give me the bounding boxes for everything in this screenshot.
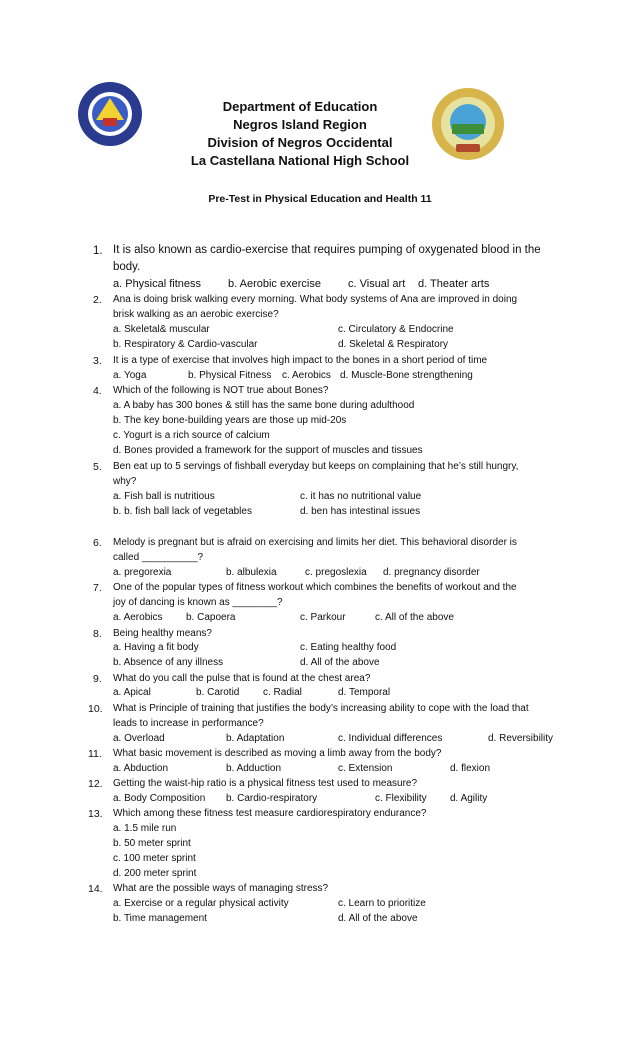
- question-number: 11.: [88, 748, 102, 760]
- question-line: called __________?: [113, 552, 204, 563]
- question-number: 7.: [93, 582, 102, 594]
- question-line: leads to increase in performance?: [113, 718, 264, 729]
- question-text: Being healthy means?: [113, 628, 212, 639]
- option: d. All of the above: [338, 913, 418, 924]
- option: b. Respiratory & Cardio-vascular: [113, 339, 258, 350]
- option: d. 200 meter sprint: [113, 868, 197, 879]
- question-text: It is a type of exercise that involves high impact to the bones in a short period of time: [113, 355, 488, 366]
- option: d. ben has intestinal issues: [300, 506, 421, 517]
- option: b. Adduction: [226, 763, 282, 774]
- question-line: What is Principle of training that justifies the body’s increasing ability to cope with the load that: [113, 703, 529, 714]
- option: d. Skeletal & Respiratory: [338, 339, 449, 350]
- option: c. Learn to prioritize: [338, 898, 426, 909]
- option: c. Individual differences: [338, 733, 443, 744]
- question-number: 8.: [93, 628, 102, 640]
- option: c. Circulatory & Endocrine: [338, 324, 454, 335]
- question-text: [113, 292, 563, 322]
- deped-seal: [76, 80, 144, 148]
- option: b. albulexia: [226, 567, 277, 578]
- option: a. Physical fitness: [113, 278, 202, 290]
- option: a. 1.5 mile run: [113, 823, 177, 834]
- question-number: 9.: [93, 673, 102, 685]
- option: d. All of the above: [300, 657, 380, 668]
- option: a. Aerobics: [113, 612, 163, 623]
- option: a. Body Composition: [113, 793, 206, 804]
- question-line: One of the popular types of fitness workout which combines the benefits of workout and the: [113, 582, 517, 593]
- option: c. Eating healthy food: [300, 642, 397, 653]
- option: b. Capoera: [186, 612, 236, 623]
- option: c. Radial: [263, 687, 302, 698]
- question-line: Ana is doing brisk walking every morning. What body systems of Ana are improved in doing: [113, 294, 518, 305]
- option: b. Carotid: [196, 687, 240, 698]
- question-number: 10.: [88, 703, 103, 715]
- question-number: 2.: [93, 294, 102, 306]
- question-text: [113, 243, 553, 275]
- header-line-2: Negros Island Region: [233, 117, 367, 132]
- option: a. Skeletal& muscular: [113, 324, 210, 335]
- question-line: why?: [113, 476, 137, 487]
- header-line-3: Division of Negros Occidental: [207, 135, 393, 150]
- option: a. pregorexia: [113, 567, 172, 578]
- option: c. 100 meter sprint: [113, 853, 196, 864]
- option: d. Agility: [450, 793, 488, 804]
- question-number: 14.: [88, 883, 103, 895]
- option: a. Fish ball is nutritious: [113, 491, 215, 502]
- option: c. Aerobics: [282, 370, 331, 381]
- option: b. Absence of any illness: [113, 657, 224, 668]
- question-text: Which of the following is NOT true about Bones?: [113, 385, 329, 396]
- header: [150, 99, 450, 169]
- header-line-1: Department of Education: [222, 99, 378, 114]
- question-text: [113, 535, 563, 565]
- option: c. Yogurt is a rich source of calcium: [113, 430, 270, 441]
- option: d. pregnancy disorder: [383, 567, 480, 578]
- option: b. The key bone-building years are those up mid-20s: [113, 415, 347, 426]
- question-text: Getting the waist-hip ratio is a physical fitness test used to measure?: [113, 778, 418, 789]
- question-text: Which among these fitness test measure cardiorespiratory endurance?: [113, 808, 427, 819]
- question-text: What basic movement is described as moving a limb away from the body?: [113, 748, 442, 759]
- question-line: joy of dancing is known as ________?: [113, 597, 283, 608]
- question-number: 4.: [93, 385, 102, 397]
- option: a. A baby has 300 bones & still has the same bone during adulthood: [113, 400, 415, 411]
- option: a. Yoga: [113, 370, 147, 381]
- question-line: brisk walking as an aerobic exercise?: [113, 309, 279, 320]
- option: b. Cardio-respiratory: [226, 793, 318, 804]
- question-line: Ben eat up to 5 servings of fishball everyday but keeps on complaining that he’s still hungry,: [113, 461, 519, 472]
- question-number: 5.: [93, 461, 102, 473]
- option: a. Having a fit body: [113, 642, 199, 653]
- option: b. Physical Fitness: [188, 370, 272, 381]
- option: d. Theater arts: [418, 278, 490, 290]
- question-text: [113, 701, 583, 731]
- option: b. Time management: [113, 913, 207, 924]
- option: d. Reversibility: [488, 733, 554, 744]
- question-number: 13.: [88, 808, 103, 820]
- option: d. Muscle-Bone strengthening: [340, 370, 473, 381]
- option: d. Temporal: [338, 687, 391, 698]
- question-text: What are the possible ways of managing stress?: [113, 883, 329, 894]
- option: a. Apical: [113, 687, 151, 698]
- option: c. Flexibility: [375, 793, 427, 804]
- option: b. Aerobic exercise: [228, 278, 321, 290]
- question-text: [113, 580, 573, 610]
- header-line-4: La Castellana National High School: [190, 153, 410, 168]
- question-line: body.: [113, 261, 141, 273]
- option: d. flexion: [450, 763, 491, 774]
- question-number: 6.: [93, 537, 102, 549]
- question-line: Melody is pregnant but is afraid on exercising and limits her diet. This behavioral disorder is: [113, 537, 517, 548]
- option: b. Adaptation: [226, 733, 285, 744]
- option: c. All of the above: [375, 612, 454, 623]
- option: a. Abduction: [113, 763, 169, 774]
- option: a. Exercise or a regular physical activity: [113, 898, 289, 909]
- question-line: It is also known as cardio-exercise that requires pumping of oxygenated blood in the: [113, 244, 541, 256]
- option: b. 50 meter sprint: [113, 838, 191, 849]
- option: c. Visual art: [348, 278, 406, 290]
- question-number: 3.: [93, 355, 102, 367]
- option: d. Bones provided a framework for the support of muscles and tissues: [113, 445, 423, 456]
- option: a. Overload: [113, 733, 165, 744]
- option: b. b. fish ball lack of vegetables: [113, 506, 252, 517]
- option: c. it has no nutritional value: [300, 491, 422, 502]
- question-number: 1.: [93, 245, 103, 257]
- option: c. Parkour: [300, 612, 346, 623]
- option: c. pregoslexia: [305, 567, 367, 578]
- question-text: What do you call the pulse that is found at the chest area?: [113, 673, 371, 684]
- question-number: 12.: [88, 778, 103, 790]
- test-title: Pre-Test in Physical Education and Health 11: [208, 193, 432, 205]
- question-text: [113, 459, 573, 489]
- option: c. Extension: [338, 763, 393, 774]
